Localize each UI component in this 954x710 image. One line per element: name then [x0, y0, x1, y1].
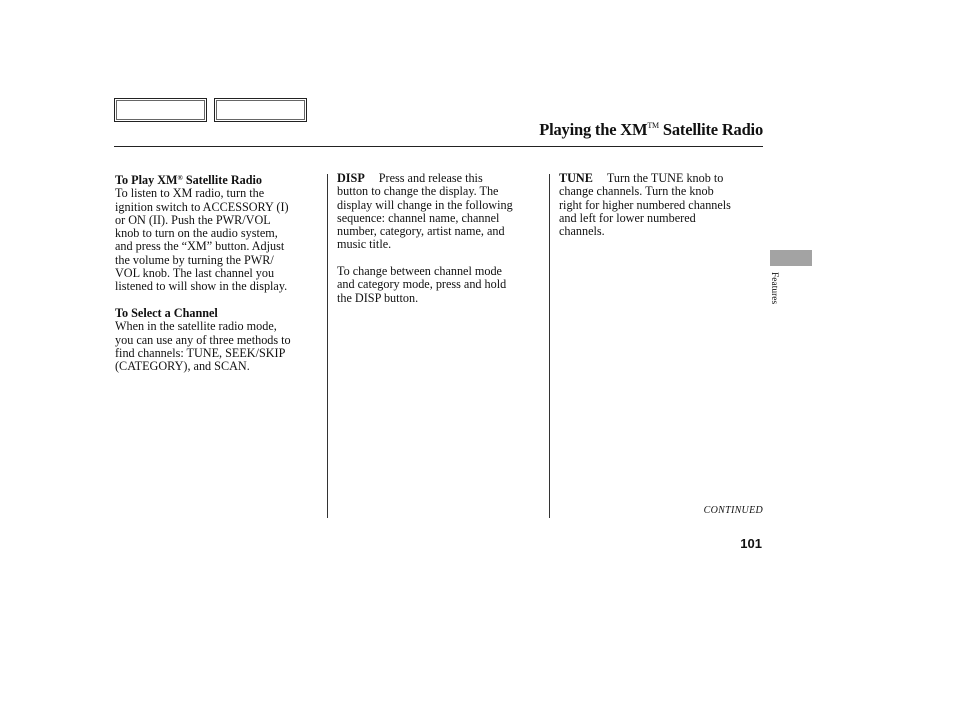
section-heading-play-xm: To Play XM® Satellite Radio — [115, 173, 262, 187]
page-number: 101 — [740, 536, 762, 551]
column-3 — [559, 172, 759, 238]
text-line: the volume by turning the PWR/ — [115, 252, 274, 267]
text-line: knob to turn on the audio system, — [115, 226, 278, 241]
column-divider — [549, 174, 550, 518]
text-line: channels. — [559, 224, 605, 239]
text-line: you can use any of three methods to — [115, 332, 291, 347]
text-line: or ON (II). Push the PWR/VOL — [115, 212, 271, 227]
text-line: DISP Press and release this — [337, 171, 483, 185]
section-heading-select-channel: To Select a Channel — [115, 305, 218, 320]
text-line: music title. — [337, 237, 392, 252]
text-line: the DISP button. — [337, 290, 419, 305]
title-divider — [114, 146, 763, 147]
nav-button-1[interactable] — [114, 98, 207, 122]
column-2 — [337, 172, 543, 305]
text-line: and press the “XM” button. Adjust — [115, 239, 285, 254]
text-line: find channels: TUNE, SEEK/SKIP — [115, 345, 286, 360]
column-divider — [327, 174, 328, 518]
page-title: Playing the XM™ Satellite Radio — [539, 120, 763, 139]
text-line: (CATEGORY), and SCAN. — [115, 359, 250, 374]
text-line: change channels. Turn the knob — [559, 184, 714, 199]
text-line: and left for lower numbered — [559, 210, 696, 225]
section-tab-marker[interactable] — [770, 250, 812, 266]
text-line: sequence: channel name, channel — [337, 210, 500, 225]
text-line: listened to will show in the display. — [115, 279, 288, 294]
trademark-mark: TM — [647, 121, 659, 130]
disp-lead-term: DISP — [337, 171, 365, 185]
text-line: When in the satellite radio mode, — [115, 319, 277, 334]
column-1 — [115, 172, 321, 373]
text-line: To listen to XM radio, turn the — [115, 186, 265, 201]
text-line: number, category, artist name, and — [337, 224, 505, 239]
text-line: right for higher numbered channels — [559, 197, 731, 212]
text-line: and category mode, press and hold — [337, 277, 507, 292]
text-line: ignition switch to ACCESSORY (I) — [115, 199, 289, 214]
text-line: display will change in the following — [337, 197, 513, 212]
text-line: button to change the display. The — [337, 184, 499, 199]
text-line: To change between channel mode — [337, 264, 502, 279]
tune-lead-term: TUNE — [559, 171, 593, 185]
section-tab-label: Features — [769, 272, 779, 305]
nav-button-2[interactable] — [214, 98, 307, 122]
text-line: VOL knob. The last channel you — [115, 266, 275, 281]
text-line: TUNE Turn the TUNE knob to — [559, 171, 724, 185]
continued-label: CONTINUED — [703, 505, 763, 516]
